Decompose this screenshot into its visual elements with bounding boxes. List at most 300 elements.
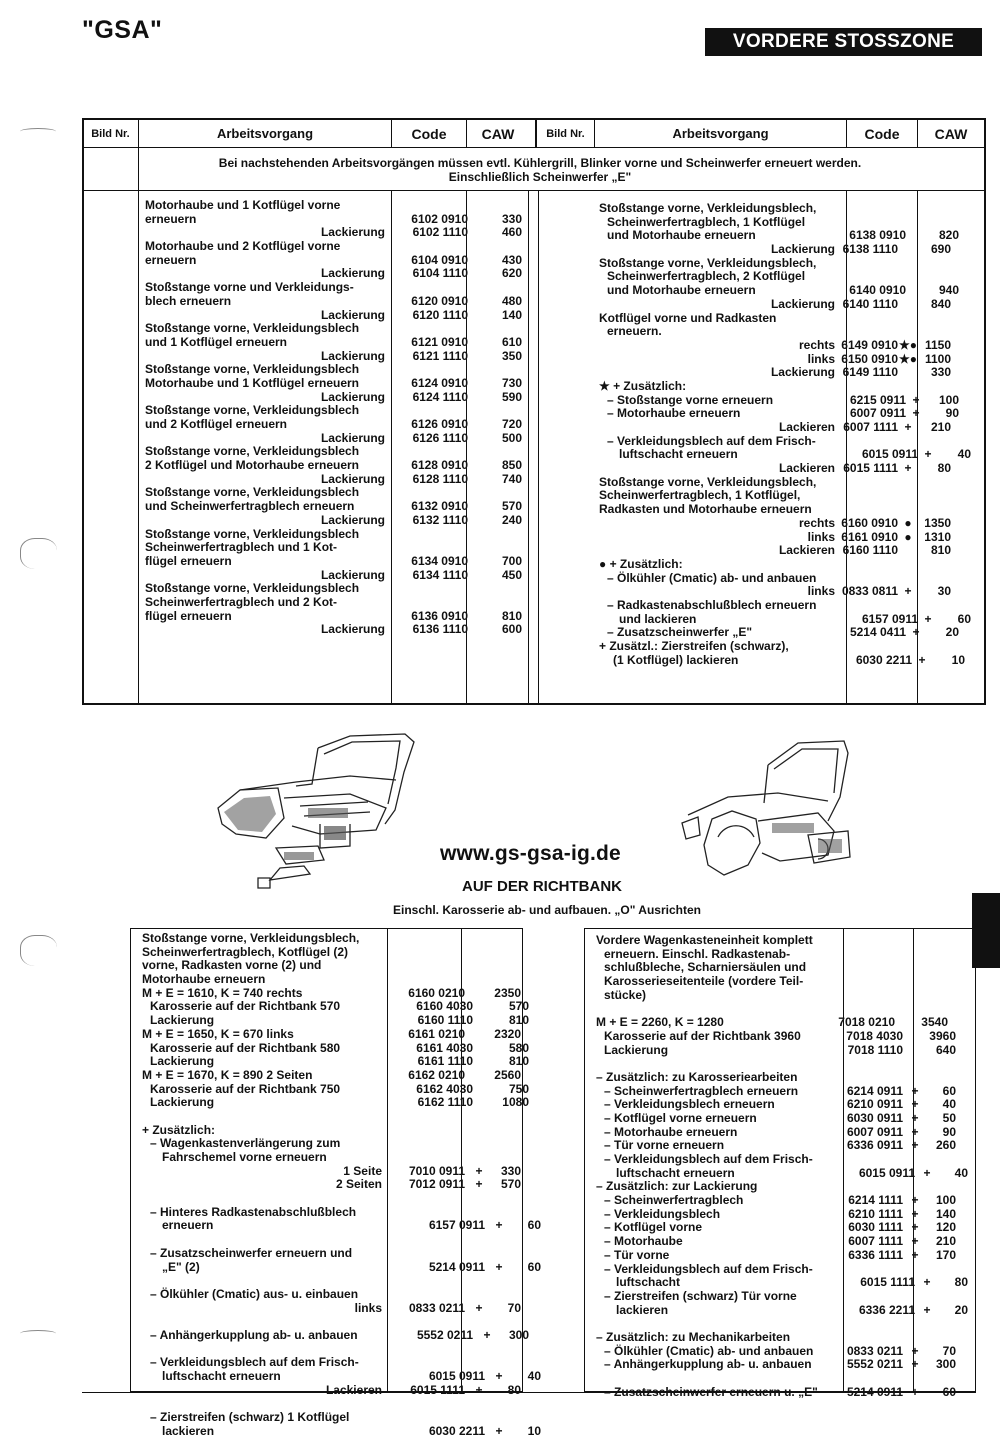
operation-code bbox=[382, 1397, 465, 1411]
list-item bbox=[145, 336, 522, 350]
operation-code: 5552 0211 bbox=[416, 1327, 473, 1342]
front-body-illustration-right bbox=[668, 735, 858, 895]
operation-text: Stoßstange vorne, Verkleidungsblech, bbox=[142, 931, 360, 945]
operation-code bbox=[832, 1002, 895, 1016]
operation-text bbox=[596, 1317, 832, 1331]
list-item bbox=[145, 459, 522, 473]
operation-text: schlußbleche, Scharniersäulen und bbox=[604, 960, 807, 975]
operation-code: 6030 2211 bbox=[428, 1423, 485, 1438]
operation-text: – Zierstreifen (schwarz) Tür vorne bbox=[604, 1288, 797, 1303]
list-item bbox=[596, 1331, 968, 1345]
list-item bbox=[145, 350, 522, 364]
list-item bbox=[599, 298, 971, 312]
operation-text: 2 Kotflügel und Motorhaube erneuern bbox=[145, 458, 360, 473]
operation-caw-value: 480 bbox=[501, 293, 522, 308]
operation-code bbox=[402, 1151, 485, 1165]
list-item bbox=[142, 1233, 541, 1247]
operation-text: Lackierung bbox=[320, 512, 385, 527]
operation-marker bbox=[895, 1016, 919, 1030]
operation-code: 6030 0911 bbox=[846, 1110, 903, 1125]
list-item bbox=[596, 989, 968, 1003]
operation-marker bbox=[906, 435, 926, 449]
operation-caw-value: 60 bbox=[527, 1259, 541, 1274]
operation-text: Fahrschemel vorne erneuern bbox=[162, 1150, 327, 1164]
operation-code: 5552 0211 bbox=[846, 1357, 903, 1372]
operation-marker bbox=[903, 1030, 927, 1044]
list-item bbox=[599, 503, 971, 517]
list-item bbox=[599, 476, 971, 490]
operation-marker: + bbox=[912, 392, 920, 407]
list-item bbox=[599, 462, 971, 476]
operation-caw-value bbox=[918, 503, 951, 517]
operation-marker bbox=[468, 514, 496, 528]
operation-code: 6149 1110 bbox=[842, 365, 898, 380]
operation-marker bbox=[898, 243, 918, 257]
operation-caw-value bbox=[919, 1057, 948, 1071]
operation-code: 6160 1110 bbox=[842, 543, 898, 558]
operation-caw-value bbox=[496, 486, 522, 500]
operation-code bbox=[390, 1356, 473, 1370]
operation-marker bbox=[468, 267, 496, 281]
operation-code: 6030 2211 bbox=[855, 652, 912, 667]
operation-code bbox=[385, 528, 468, 542]
operation-code: 6140 1110 bbox=[842, 296, 898, 311]
operation-code: 6015 0911 bbox=[428, 1369, 485, 1383]
operation-text: – Motorhaube bbox=[604, 1234, 683, 1249]
operation-text: (1 Kotflügel) lackieren bbox=[613, 652, 739, 667]
operation-code bbox=[382, 946, 465, 960]
operation-caw-value: 570 bbox=[500, 1177, 521, 1192]
operations-list-lower-right bbox=[596, 934, 968, 1399]
operation-code: 6138 0910 bbox=[849, 228, 906, 243]
operation-marker bbox=[468, 240, 496, 254]
notice-line-1: Bei nachstehenden Arbeitsvorgängen müssen evtl. Kühlergrill, Blinker vorne und Scheinwerfer erneuert werden. bbox=[218, 156, 862, 170]
list-item bbox=[596, 1235, 968, 1249]
operation-caw-value: 80 bbox=[954, 1275, 968, 1290]
list-item bbox=[596, 1167, 968, 1181]
list-item bbox=[142, 1165, 541, 1179]
operation-marker bbox=[473, 1206, 501, 1220]
list-item bbox=[599, 599, 971, 613]
operation-text: – Anhängerkupplung ab- u. anbauen bbox=[150, 1327, 358, 1342]
operation-caw-value bbox=[926, 270, 959, 284]
list-item bbox=[599, 489, 971, 503]
scan-mark bbox=[20, 935, 57, 966]
operation-code bbox=[835, 202, 898, 216]
operation-caw-value: 40 bbox=[954, 1165, 968, 1180]
list-item bbox=[596, 1044, 968, 1058]
operation-caw-value bbox=[493, 959, 521, 973]
operation-text: flügel erneuern bbox=[145, 553, 232, 568]
operation-caw-value bbox=[926, 572, 959, 586]
operation-marker bbox=[903, 1290, 927, 1304]
operation-code: 7018 4030 bbox=[846, 1028, 903, 1043]
operation-caw-value bbox=[918, 202, 951, 216]
list-item bbox=[596, 1153, 968, 1167]
operation-caw-value: 3960 bbox=[929, 1028, 956, 1043]
operation-code: 6162 4030 bbox=[416, 1081, 473, 1096]
operation-marker bbox=[465, 1397, 493, 1411]
operation-marker bbox=[906, 284, 926, 298]
operation-text: – Zusatzscheinwerfer erneuern und bbox=[150, 1245, 353, 1260]
operation-marker: + bbox=[495, 1369, 503, 1383]
operation-caw-value: 330 bbox=[930, 365, 951, 380]
operation-code: 6134 1110 bbox=[412, 567, 468, 582]
operation-marker: + bbox=[495, 1218, 503, 1233]
operation-caw-value bbox=[927, 975, 956, 989]
operation-text: vorne, Radkasten vorne (2) und bbox=[142, 958, 322, 973]
header-code: Code bbox=[411, 125, 447, 142]
list-item bbox=[142, 1384, 541, 1398]
header-caw: CAW bbox=[934, 125, 968, 142]
operation-text: Stoßstange vorne, Verkleidungsblech bbox=[145, 321, 360, 336]
operation-text: M + E = 2260, K = 1280 bbox=[596, 1015, 724, 1030]
operation-code: 6161 0210 bbox=[408, 1026, 465, 1041]
operation-caw-value bbox=[919, 1317, 948, 1331]
operation-text: – Verkleidungsblech auf dem Frisch- bbox=[604, 1261, 813, 1276]
operation-caw-value: 30 bbox=[937, 584, 951, 599]
operation-caw-value: 20 bbox=[954, 1302, 968, 1317]
operation-marker bbox=[473, 1137, 501, 1151]
operation-marker: + bbox=[904, 584, 912, 599]
operation-code bbox=[385, 240, 468, 254]
website-url[interactable]: www.gs-gsa-ig.de bbox=[440, 842, 621, 865]
list-item bbox=[596, 1126, 968, 1140]
operation-marker: + bbox=[475, 1382, 483, 1397]
operation-text: Lackierung bbox=[150, 1013, 215, 1028]
header-rule bbox=[82, 147, 986, 148]
operation-caw-value bbox=[926, 325, 959, 339]
operation-marker bbox=[468, 281, 496, 295]
operation-text bbox=[142, 1343, 382, 1357]
operation-text: erneuern. Einschl. Radkastenab- bbox=[604, 946, 791, 961]
list-item bbox=[142, 1124, 541, 1138]
list-item bbox=[142, 1397, 541, 1411]
operation-text bbox=[142, 1192, 382, 1206]
operations-list-lower-left bbox=[142, 932, 541, 1438]
operation-caw-value: 40 bbox=[957, 447, 971, 462]
operation-code: 6007 0911 bbox=[846, 1124, 903, 1139]
operation-caw-value bbox=[496, 363, 522, 377]
operation-marker: ● bbox=[904, 529, 912, 544]
operation-code: 6007 1111 bbox=[848, 1234, 903, 1249]
list-item bbox=[142, 1137, 541, 1151]
list-item bbox=[599, 229, 971, 243]
list-item bbox=[145, 254, 522, 268]
operation-caw-value: 350 bbox=[501, 348, 522, 363]
operation-caw-value bbox=[496, 404, 522, 418]
list-item bbox=[145, 473, 522, 487]
operation-text: Radkasten und Motorhaube erneuern bbox=[599, 502, 812, 517]
list-item bbox=[145, 555, 522, 569]
operation-code bbox=[385, 445, 468, 459]
operation-caw-value: 620 bbox=[501, 266, 522, 281]
operation-text: und Scheinwerfertragblech erneuern bbox=[145, 499, 355, 514]
operation-text: – Scheinwerfertragblech bbox=[604, 1193, 744, 1208]
operation-caw-value: 810 bbox=[508, 1054, 529, 1069]
operation-marker bbox=[895, 1002, 919, 1016]
operation-text: – Motorhaube erneuern bbox=[604, 1124, 738, 1139]
header-code: Code bbox=[864, 125, 900, 142]
operation-code: 6015 1111 bbox=[843, 461, 898, 476]
operation-text: links bbox=[807, 529, 835, 544]
operation-marker: + bbox=[911, 1138, 919, 1153]
operation-marker: ● bbox=[904, 515, 912, 530]
model-title: "GSA" bbox=[82, 16, 163, 44]
operation-caw-value bbox=[496, 240, 522, 254]
operation-caw-value bbox=[496, 528, 522, 542]
operation-marker bbox=[465, 959, 493, 973]
operation-code: 6132 1110 bbox=[412, 512, 468, 527]
operation-caw-value bbox=[919, 1071, 948, 1085]
operation-text: und lackieren bbox=[619, 611, 697, 626]
operation-marker bbox=[468, 350, 496, 364]
list-item bbox=[142, 987, 541, 1001]
operation-caw-value bbox=[918, 558, 951, 572]
operation-caw-value: 60 bbox=[527, 1218, 541, 1233]
operation-code bbox=[840, 948, 903, 962]
operation-text: – Kotflügel vorne bbox=[604, 1220, 703, 1235]
operation-text: Scheinwerfertragblech, Kotflügel (2) bbox=[142, 944, 349, 959]
operation-text: Scheinwerfertragblech, 1 Kotflügel bbox=[607, 214, 806, 229]
operation-caw-value: 700 bbox=[501, 553, 522, 568]
list-item bbox=[596, 1386, 968, 1400]
operation-text bbox=[142, 1397, 382, 1411]
operation-caw-value: 50 bbox=[942, 1110, 956, 1125]
operation-marker: + bbox=[924, 611, 932, 626]
operation-marker bbox=[473, 1247, 501, 1261]
operation-marker bbox=[898, 476, 918, 490]
operation-text: Scheinwerfertragblech, 1 Kotflügel, bbox=[599, 488, 801, 503]
scan-mark bbox=[20, 538, 57, 569]
list-item bbox=[596, 1249, 968, 1263]
operation-marker bbox=[895, 1331, 919, 1345]
list-item bbox=[142, 1288, 541, 1302]
operation-code: 6132 0910 bbox=[411, 499, 468, 514]
operation-code: 6157 0911 bbox=[428, 1218, 485, 1233]
operation-caw-value bbox=[919, 1372, 948, 1386]
operation-caw-value bbox=[927, 1153, 956, 1167]
operation-text: und Motorhaube erneuern bbox=[607, 228, 756, 243]
list-item bbox=[142, 1028, 541, 1042]
operation-marker bbox=[906, 229, 926, 243]
operation-text: Lackieren bbox=[778, 461, 835, 476]
front-body-illustration-left bbox=[200, 728, 440, 898]
operation-caw-value bbox=[919, 934, 948, 948]
operation-code: 5214 0911 bbox=[428, 1259, 485, 1274]
list-item bbox=[145, 322, 522, 336]
operation-caw-value bbox=[918, 312, 951, 326]
operation-caw-value bbox=[918, 640, 951, 654]
operation-caw-value: 570 bbox=[501, 499, 522, 514]
operation-code: 6015 1111 bbox=[410, 1382, 465, 1397]
operation-marker: + bbox=[475, 1177, 483, 1192]
operation-text: Scheinwerfertragblech, 2 Kotflügel bbox=[607, 269, 806, 284]
list-item bbox=[599, 312, 971, 326]
operation-code: 6160 1110 bbox=[417, 1013, 473, 1028]
operation-code bbox=[382, 1110, 465, 1124]
operation-code bbox=[835, 257, 898, 271]
list-item bbox=[142, 1069, 541, 1083]
operation-code bbox=[385, 322, 468, 336]
operation-text bbox=[142, 1110, 382, 1124]
operation-caw-value bbox=[919, 1331, 948, 1345]
list-item bbox=[142, 1014, 541, 1028]
list-item bbox=[596, 1208, 968, 1222]
operation-marker bbox=[473, 1083, 501, 1097]
list-item bbox=[599, 558, 971, 572]
col-rule bbox=[138, 118, 139, 705]
operation-text: Scheinwerfertragblech und 2 Kot- bbox=[145, 594, 338, 609]
operation-code bbox=[832, 1331, 895, 1345]
operation-marker bbox=[465, 987, 493, 1001]
operation-caw-value: 850 bbox=[501, 458, 522, 473]
operation-caw-value: 430 bbox=[501, 252, 522, 267]
operation-caw-value: 140 bbox=[501, 307, 522, 322]
operation-marker bbox=[895, 1180, 919, 1194]
list-item bbox=[599, 353, 971, 367]
operation-code: 6214 1111 bbox=[848, 1193, 903, 1208]
operation-code: 7018 1110 bbox=[847, 1042, 903, 1057]
list-item bbox=[599, 640, 971, 654]
operation-text: – Wagenkastenverlängerung zum bbox=[150, 1136, 341, 1151]
list-item bbox=[145, 363, 522, 377]
operation-caw-value: 70 bbox=[507, 1300, 521, 1315]
operation-caw-value: 100 bbox=[935, 1193, 956, 1208]
operation-code: 6214 0911 bbox=[846, 1083, 903, 1098]
operation-marker bbox=[898, 202, 918, 216]
operation-text: M + E = 1610, K = 740 rechts bbox=[142, 985, 303, 1000]
operation-caw-value: 300 bbox=[935, 1357, 956, 1372]
list-item bbox=[145, 569, 522, 583]
operation-text: Lackierung bbox=[320, 307, 385, 322]
operation-marker bbox=[468, 213, 496, 227]
operation-caw-value bbox=[493, 946, 521, 960]
operation-code: 6120 0910 bbox=[411, 293, 468, 308]
operation-caw-value: 170 bbox=[935, 1247, 956, 1262]
operation-code bbox=[385, 199, 468, 213]
header-bild-nr: Bild Nr. bbox=[546, 127, 585, 140]
operation-marker bbox=[468, 596, 496, 610]
operation-text: Vordere Wagenkasteneinheit komplett bbox=[596, 933, 813, 947]
operation-marker bbox=[903, 1263, 927, 1277]
list-item bbox=[596, 1372, 968, 1386]
operation-caw-value: 1310 bbox=[924, 529, 951, 544]
operation-caw-value: 3540 bbox=[921, 1015, 948, 1030]
operation-code: 0833 0211 bbox=[846, 1343, 903, 1358]
operation-caw-value: 460 bbox=[501, 225, 522, 240]
operation-caw-value: 60 bbox=[957, 611, 971, 626]
operation-marker bbox=[468, 582, 496, 596]
operation-marker bbox=[468, 432, 496, 446]
operation-caw-value bbox=[496, 596, 522, 610]
operation-text: rechts bbox=[798, 337, 835, 352]
operation-caw-value: 240 bbox=[501, 512, 522, 527]
list-item bbox=[145, 623, 522, 637]
operation-text: blech erneuern bbox=[145, 293, 232, 308]
operation-marker: + bbox=[475, 1300, 483, 1315]
operation-marker bbox=[465, 1274, 493, 1288]
operation-marker bbox=[465, 1124, 493, 1138]
operation-caw-value bbox=[501, 1356, 529, 1370]
operation-caw-value: 1150 bbox=[924, 337, 951, 352]
operation-text: Lackierung bbox=[150, 1054, 215, 1069]
operation-marker bbox=[468, 623, 496, 637]
operation-code: 5214 0911 bbox=[846, 1384, 903, 1399]
operation-code bbox=[840, 1263, 903, 1277]
list-item bbox=[599, 216, 971, 230]
operation-marker: + bbox=[923, 1165, 931, 1180]
half-divider-right bbox=[538, 190, 539, 705]
operation-code: 6007 0911 bbox=[849, 406, 906, 421]
operation-caw-value: 730 bbox=[501, 375, 522, 390]
operation-caw-value: 810 bbox=[930, 543, 951, 558]
operation-code bbox=[840, 1290, 903, 1304]
operation-marker bbox=[895, 1317, 919, 1331]
operation-marker bbox=[898, 544, 918, 558]
operation-caw-value: 940 bbox=[938, 283, 959, 298]
list-item bbox=[599, 243, 971, 257]
operation-marker bbox=[898, 503, 918, 517]
operation-text: lackieren bbox=[616, 1302, 669, 1317]
operation-code: 6160 0210 bbox=[408, 985, 465, 1000]
operation-code: 6126 1110 bbox=[412, 430, 468, 445]
operation-marker: + bbox=[495, 1423, 503, 1438]
operation-text: – Zierstreifen (schwarz) 1 Kotflügel bbox=[150, 1410, 350, 1425]
operation-marker: + bbox=[912, 625, 920, 640]
list-item bbox=[142, 1370, 541, 1384]
list-item bbox=[596, 1345, 968, 1359]
list-item bbox=[145, 240, 522, 254]
list-item bbox=[142, 1206, 541, 1220]
operation-code bbox=[832, 934, 895, 948]
operation-caw-value: 1100 bbox=[924, 351, 951, 366]
list-item bbox=[142, 1042, 541, 1056]
half-divider-left bbox=[528, 190, 529, 705]
operation-text: Lackierung bbox=[770, 296, 835, 311]
operation-code: 6149 0910 bbox=[841, 337, 898, 352]
operation-code: 6215 0911 bbox=[849, 392, 906, 407]
operation-caw-value bbox=[927, 948, 956, 962]
operation-caw-value: 500 bbox=[501, 430, 522, 445]
operation-text: Lackierung bbox=[150, 1095, 215, 1110]
operation-marker: + bbox=[911, 1247, 919, 1262]
section-title-badge: VORDERE STOSSZONE bbox=[705, 28, 982, 56]
operation-caw-value: 740 bbox=[501, 471, 522, 486]
list-item bbox=[599, 531, 971, 545]
list-item bbox=[142, 1261, 541, 1275]
operation-code: 6140 0910 bbox=[849, 283, 906, 298]
operation-marker bbox=[468, 500, 496, 514]
operation-code: 6120 1110 bbox=[412, 307, 468, 322]
operation-caw-value bbox=[918, 476, 951, 490]
operation-text: – Zusätzlich: zur Lackierung bbox=[596, 1179, 758, 1194]
list-item bbox=[599, 202, 971, 216]
operation-marker bbox=[473, 1356, 501, 1370]
list-item bbox=[142, 1192, 541, 1206]
operation-marker bbox=[468, 418, 496, 432]
list-item bbox=[599, 257, 971, 271]
operation-code: 6160 0910 bbox=[841, 515, 898, 530]
notice-line-2: Einschließlich Scheinwerfer „E" bbox=[448, 170, 632, 184]
operation-marker: + bbox=[923, 1275, 931, 1290]
operation-code bbox=[832, 1071, 895, 1085]
operation-text: luftschacht bbox=[616, 1275, 681, 1290]
operation-caw-value: 40 bbox=[942, 1097, 956, 1112]
operation-caw-value bbox=[496, 199, 522, 213]
operation-marker: + bbox=[911, 1220, 919, 1235]
operation-marker: + bbox=[924, 447, 932, 462]
